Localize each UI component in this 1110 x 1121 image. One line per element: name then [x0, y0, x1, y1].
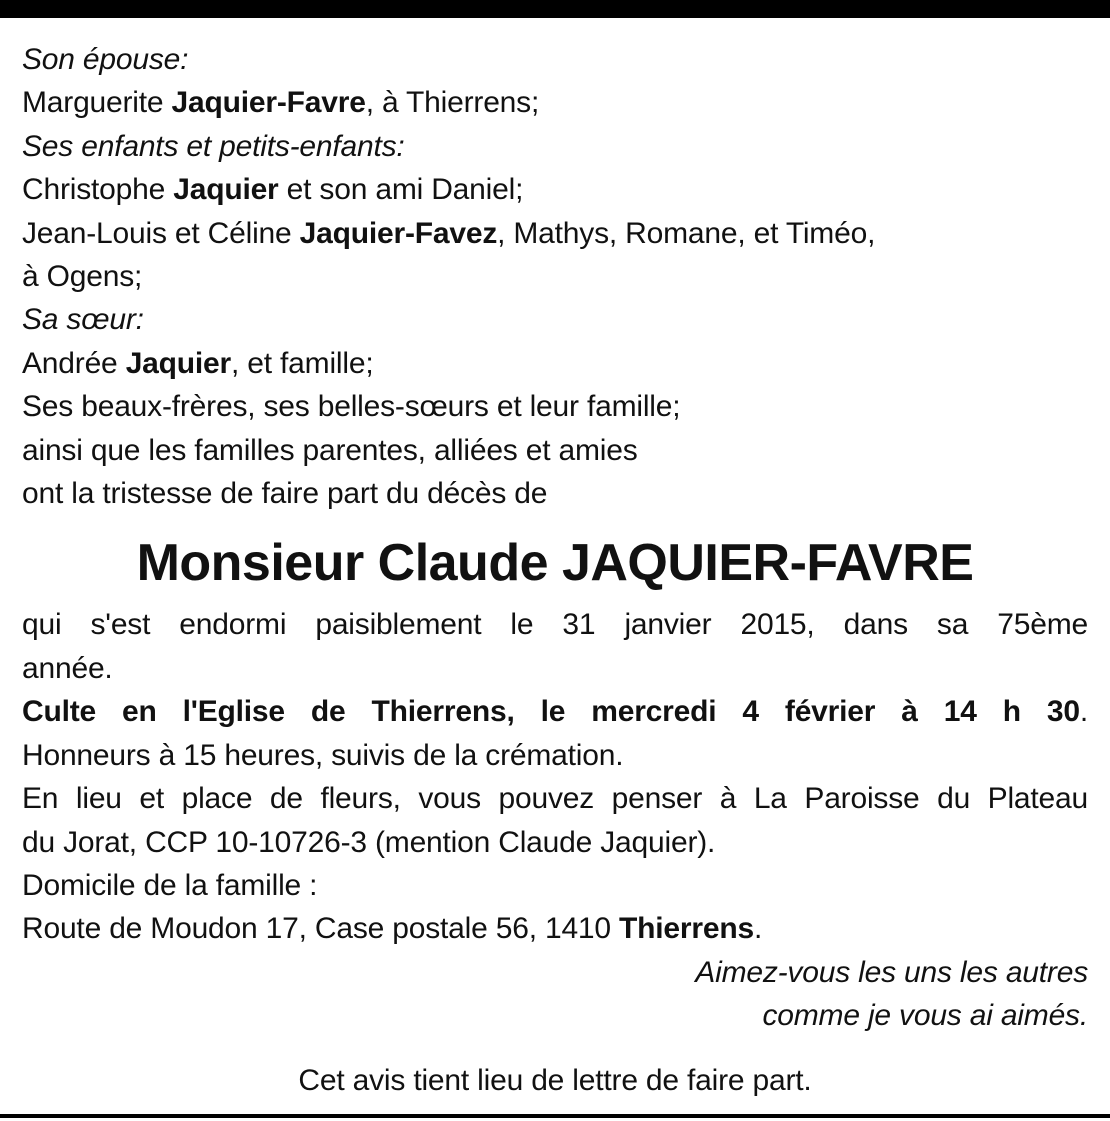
top-rule — [0, 0, 1110, 18]
spouse-line — [22, 81, 1088, 124]
verse-line-1: Aimez-vous les uns les autres — [695, 955, 1088, 989]
child1-surname: Jaquier — [173, 173, 279, 207]
donation-line: En lieu et place de fleurs, vous pouvez penser à La Paroisse du Plateau — [22, 782, 1088, 816]
footer-note: Cet avis tient lieu de lettre de faire part. — [298, 1063, 812, 1097]
child2-place: à Ogens; — [22, 260, 143, 294]
address-town: Thierrens — [619, 912, 754, 946]
address-street: Route de Moudon 17, Case postale 56, 1410 — [22, 912, 620, 946]
child2-first-names: Jean-Louis et Céline — [22, 216, 300, 250]
spouse-first-name: Marguerite — [22, 86, 172, 120]
honours-line: Honneurs à 15 heures, suivis de la crémation. — [22, 738, 624, 772]
spouse-place: , à Thierrens; — [365, 86, 540, 120]
donation-line-cont: du Jorat, CCP 10-10726-3 (mention Claude Jaquier). — [22, 825, 716, 859]
child2-line — [22, 212, 1088, 255]
sister-rest: , et famille; — [231, 346, 374, 380]
children-label: Ses enfants et petits-enfants: — [22, 129, 405, 163]
families-line: ainsi que les familles parentes, alliées et amies — [22, 433, 638, 467]
child1-rest: et son ami Daniel; — [278, 173, 524, 207]
inlaws-line: Ses beaux-frères, ses belles-sœurs et leur famille; — [22, 390, 681, 424]
obituary-notice — [22, 38, 1088, 1102]
deceased-name-heading: Monsieur Claude JAQUIER-FAVRE — [136, 534, 974, 593]
child2-surname: Jaquier-Favez — [299, 216, 498, 250]
bottom-rule — [0, 1114, 1110, 1118]
spouse-label: Son épouse: — [22, 43, 189, 76]
verse-line-2: comme je vous ai aimés. — [762, 999, 1088, 1033]
announce-line: ont la tristesse de faire part du décès de — [22, 477, 548, 511]
child2-rest: , Mathys, Romane, et Timéo, — [497, 216, 876, 250]
child1-line — [22, 168, 1088, 211]
address-line — [22, 907, 1088, 950]
sister-label: Sa sœur: — [22, 303, 144, 337]
death-line-cont: année. — [22, 651, 113, 685]
domicile-label: Domicile de la famille : — [22, 868, 318, 902]
death-line: qui s'est endormi paisiblement le 31 janvier 2015, dans sa 75ème — [22, 608, 1088, 642]
sister-first-name: Andrée — [22, 346, 126, 380]
sister-surname: Jaquier — [125, 346, 232, 380]
service-end: . — [1079, 695, 1088, 729]
service-details: Culte en l'Eglise de Thierrens, le mercredi 4 février à 14 h 30 — [22, 695, 1080, 729]
address-end: . — [753, 912, 763, 946]
spouse-surname: Jaquier-Favre — [171, 86, 366, 120]
child1-first-name: Christophe — [22, 173, 174, 207]
sister-line — [22, 342, 1088, 385]
service-line — [22, 690, 1088, 733]
